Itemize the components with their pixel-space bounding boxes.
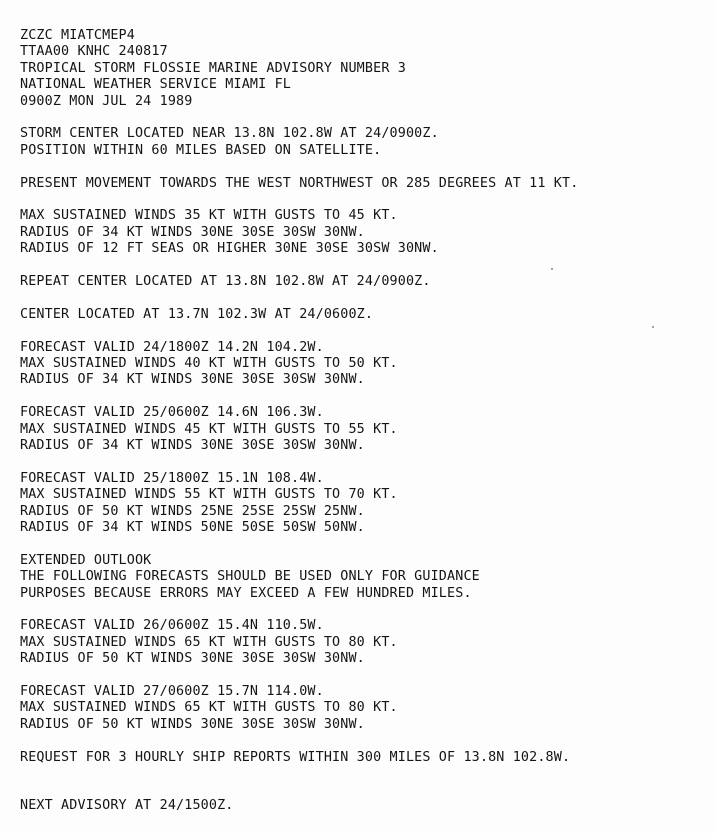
forecast-block — [20, 684, 710, 733]
forecast-line: FORECAST VALID 25/0600Z 14.6N 106.3W. — [20, 405, 324, 421]
forecast-block — [20, 618, 710, 667]
ship-request-line: REQUEST FOR 3 HOURLY SHIP REPORTS WITHIN 300 MILES OF 13.8N 102.8W. — [20, 749, 571, 765]
winds-line: RADIUS OF 34 KT WINDS 30NE 30SE 30SW 30NW. — [20, 224, 365, 240]
outlook-heading: EXTENDED OUTLOOK — [20, 552, 152, 568]
forecast-line: FORECAST VALID 25/1800Z 15.1N 108.4W. — [20, 470, 324, 486]
storm-center-line: STORM CENTER LOCATED NEAR 13.8N 102.8W AT 24/0900Z. — [20, 126, 439, 142]
forecast-line: FORECAST VALID 26/0600Z 15.4N 110.5W. — [20, 618, 324, 634]
previous-center-line: CENTER LOCATED AT 13.7N 102.3W AT 24/0600Z. — [20, 306, 374, 322]
repeat-center-line: REPEAT CENTER LOCATED AT 13.8N 102.8W AT 24/0900Z. — [20, 274, 431, 290]
repeat-center-block — [20, 274, 710, 290]
forecast-line: MAX SUSTAINED WINDS 65 KT WITH GUSTS TO 80 KT. — [20, 700, 398, 716]
forecast-block — [20, 471, 710, 537]
advisory-title: TROPICAL STORM FLOSSIE MARINE ADVISORY NUMBER 3 — [20, 60, 406, 76]
forecast-line: MAX SUSTAINED WINDS 65 KT WITH GUSTS TO 80 KT. — [20, 634, 398, 650]
previous-center-block — [20, 307, 710, 323]
next-advisory-line: NEXT ADVISORY AT 24/1500Z. — [20, 798, 234, 814]
forecast-line: RADIUS OF 50 KT WINDS 25NE 25SE 25SW 25NW. — [20, 503, 365, 519]
forecast-line: RADIUS OF 34 KT WINDS 50NE 50SE 50SW 50NW. — [20, 520, 365, 536]
winds-block — [20, 208, 710, 257]
winds-line: MAX SUSTAINED WINDS 35 KT WITH GUSTS TO 45 KT. — [20, 208, 398, 224]
issue-time: 0900Z MON JUL 24 1989 — [20, 93, 193, 109]
storm-center-block — [20, 126, 710, 159]
storm-center-line: POSITION WITHIN 60 MILES BASED ON SATELLITE. — [20, 142, 382, 158]
forecast-line: FORECAST VALID 27/0600Z 15.7N 114.0W. — [20, 684, 324, 700]
forecast-line: RADIUS OF 34 KT WINDS 30NE 30SE 30SW 30NW. — [20, 438, 365, 454]
movement-block — [20, 176, 710, 192]
forecast-block — [20, 405, 710, 454]
forecast-line: RADIUS OF 50 KT WINDS 30NE 30SE 30SW 30NW. — [20, 651, 365, 667]
forecast-line: MAX SUSTAINED WINDS 40 KT WITH GUSTS TO 50 KT. — [20, 356, 398, 372]
outlook-line: PURPOSES BECAUSE ERRORS MAY EXCEED A FEW HUNDRED MILES. — [20, 585, 472, 601]
movement-line: PRESENT MOVEMENT TOWARDS THE WEST NORTHWEST OR 285 DEGREES AT 11 KT. — [20, 175, 579, 191]
header-line: ZCZC MIATCMEP4 — [20, 28, 135, 43]
forecast-line: MAX SUSTAINED WINDS 55 KT WITH GUSTS TO 70 KT. — [20, 487, 398, 503]
next-advisory-block — [20, 798, 710, 814]
issuing-office: NATIONAL WEATHER SERVICE MIAMI FL — [20, 77, 291, 93]
forecast-line: FORECAST VALID 24/1800Z 14.2N 104.2W. — [20, 339, 324, 355]
scan-speck — [652, 326, 654, 328]
ship-request-block — [20, 750, 710, 766]
forecast-line: RADIUS OF 50 KT WINDS 30NE 30SE 30SW 30NW. — [20, 716, 365, 732]
header-block — [20, 28, 710, 110]
header-line: TTAA00 KNHC 240817 — [20, 44, 168, 60]
winds-line: RADIUS OF 12 FT SEAS OR HIGHER 30NE 30SE 30SW 30NW. — [20, 241, 439, 257]
forecast-block — [20, 340, 710, 389]
outlook-line: THE FOLLOWING FORECASTS SHOULD BE USED ONLY FOR GUIDANCE — [20, 569, 480, 585]
forecast-line: RADIUS OF 34 KT WINDS 30NE 30SE 30SW 30NW. — [20, 372, 365, 388]
outlook-block — [20, 553, 710, 602]
scan-speck — [551, 268, 553, 270]
advisory-text — [20, 28, 710, 815]
forecast-line: MAX SUSTAINED WINDS 45 KT WITH GUSTS TO 55 KT. — [20, 421, 398, 437]
